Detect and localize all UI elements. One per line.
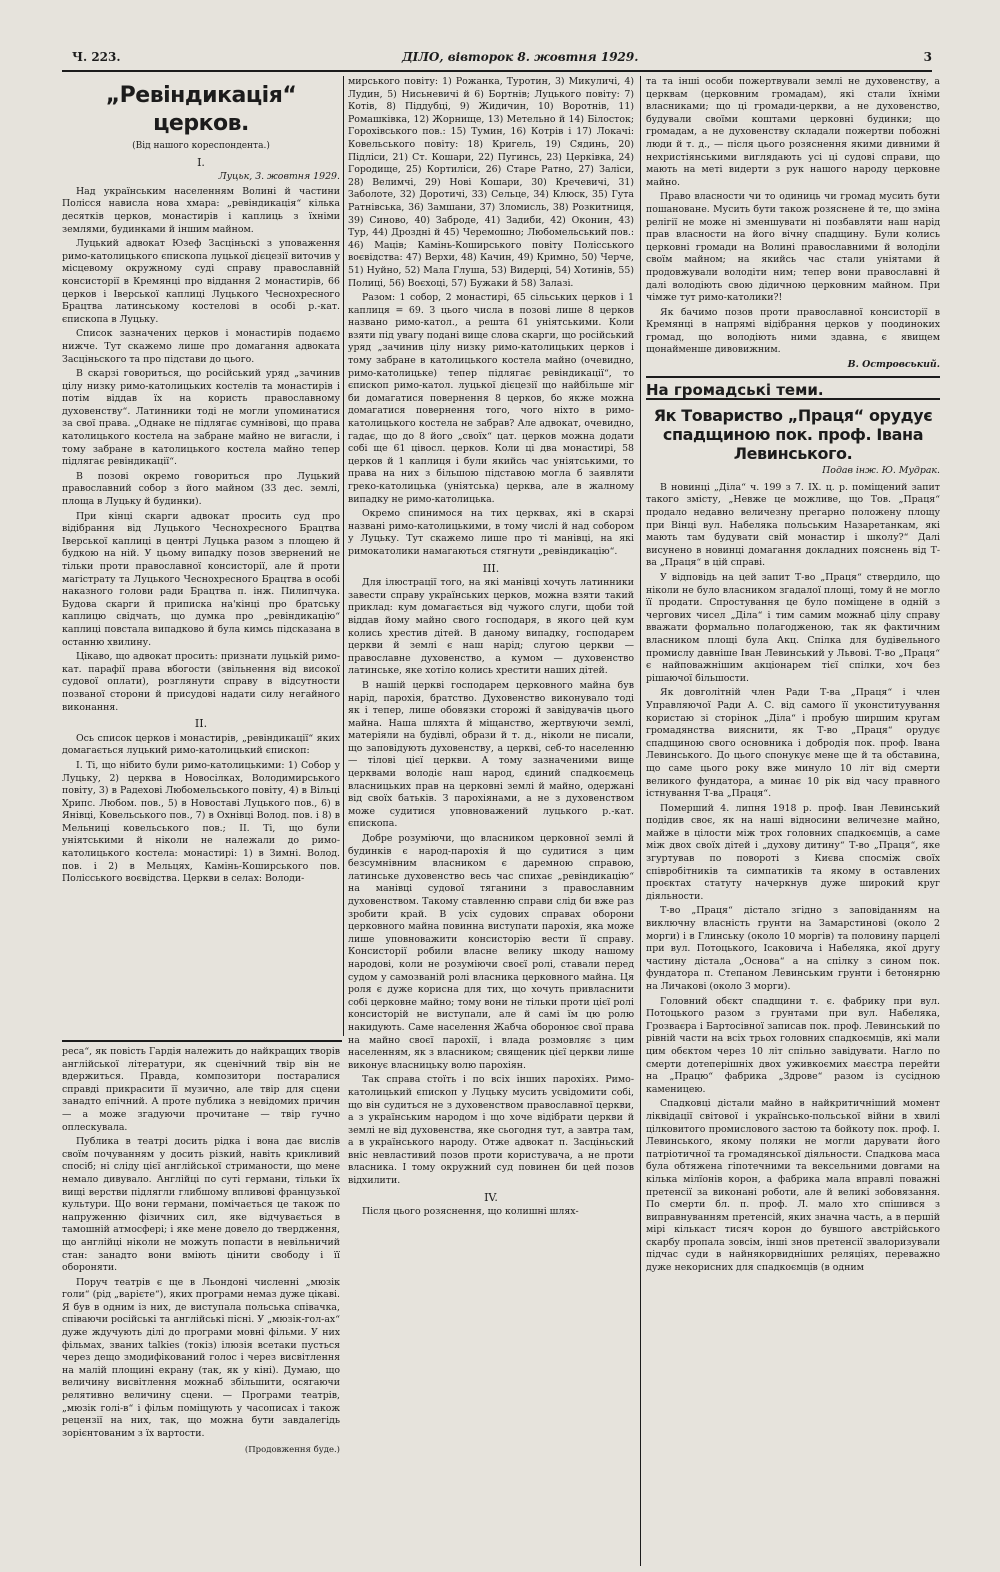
paragraph: Право власности чи то одиниць чи громад мусить бути пошановане. Мусить бути також розяснене й те, що зміна релігії не може ні зменшувати ні позбавляти наш нарід прав власности на його вічну спадщину. Були колись церковні громади на Волині православними й володіли своїм майном; на якийсь час стали уніятами й продовжували володіти ним; тепер вони православні й далі володіють свою дідичною церковним майном. При чімже тут римо-католики?! [646, 191, 940, 304]
paragraph: У відповідь на цей запит Т-во „Праця“ ствердило, що ніколи не було власником згадалої площі, тому й не могло її продати. Спростування це було поміщене в одній з чергових чисел „Діла“ і тим самим можнаб цілу справу вважати формально полагодженою, так як фактичним власником площі була Акц. Спілка для будівельного промислу давніше Іван Левинський у Львові. Т-во „Праця“ є найповажнішим акціонарем тієї спілки, хоч без рішаючої більшости. [646, 572, 940, 684]
paragraph: Луцький адвокат Юзеф Засціньскі з уповаження римо-католицького єпископа луцької дієцезії виточив у місцевому окружному суді справу православній консисторії в Кремянці про віддання 2 монастирів, 66 церков і Іверської каплиці Луцького Чеснохресного Брацтва латинському костелові в особі р.-кат. єпископа в Луцьку. [62, 238, 340, 325]
continued-note: (Продовження буде.) [244, 1445, 340, 1456]
issue-number: Ч. 223. [72, 50, 121, 64]
section-heading: IV. [484, 1190, 498, 1204]
feuilleton-rule [62, 1040, 342, 1042]
masthead: ДІЛО, вівторок 8. жовтня 1929. [402, 50, 639, 64]
section-rule [646, 376, 940, 378]
paragraph: Як бачимо позов проти православної консисторії в Кремянці в напрямі відібрання церков у поодиноких громад, що володіють ними здавна, є явищем щонайменше дивовижним. [646, 306, 940, 356]
paragraph: Публика в театрі досить рідка і вона дає вислів своїм почуванням у досить різкий, навіть крикливий спосіб; ні слідy цієї англійської стриманости, що мене немало дивувало. Англійці по суті германи, тільки їх вищі верстви підлягли глибшому впливові французької культури. Що вони германи, помічається це також по напруженню фізичних сил, яке відчувається в тамошній атмосфері; і яке мене довело до твердження, що англійці ніколи не можуть попасти в невільничий стан: занадто вони вміють цінити свободу і її обороняти. [62, 1136, 340, 1274]
paragraph: Ось список церков і монастирів, „ревіндикації“ яких домагається луцький римо-католицький єпископ: [62, 732, 340, 757]
paragraph: В позові окремо говориться про Луцький православний собор з його майном (33 дес. землі, площа в Луцьку й будинки). [62, 470, 340, 508]
article-title: Як Товариство „Праця“ орудує спадщиною пок. проф. Івана Левинського. [653, 406, 933, 464]
header-rule [62, 70, 932, 72]
paragraph: Т-во „Праця“ дістало згідно з заповіданням на виключну власність грунти на Замарстинові (около 2 морги) і в Глинську (около 10 моргів) та половину парцелі при вул. Потоцького, Ісаковича і Набеляка, якої другу частину дістала „Основа“ а на спілку з сином пок. фундатора п. Степаном Левинським грунти і бетонярню на Личакові (около 3 морги). [646, 905, 940, 992]
page-number: 3 [923, 50, 932, 64]
column-divider [343, 76, 344, 1036]
paragraph: Цікаво, що адвокат просить: признати луцькій римо-кат. парафії права вбогости (звільнення від високої судової оплати), розглянути справу в відсутности позваної сторони й присудові надати силу негайного виконання. [62, 651, 340, 713]
article-title: „Ревіндикація“ церков. [105, 83, 297, 136]
column-2 [348, 76, 634, 1566]
paragraph: Як довголітній член Ради Т-ва „Праця“ і член Управляючої Ради А. С. від самого її уконституування користаю зі сторінок „Діла“ і пробую ширшим кругам громадянства вияснити, як Т-во „Праця“ орудує спадщиною свого основника і добродія пок. проф. Івана Левинського. До цього спонукує мене ще й та обставина, що саме цього року вже минуло 10 літ від смерти великого фундатора, а минає 10 рік від часу правного істнування Т-ва „Праця“. [646, 687, 940, 800]
paragraph: Померший 4. липня 1918 р. проф. Іван Левинський подідив своє, як на наші відносини величезне майно, майже в цілости між трох головних спадкоємців, а саме між двох своїх дітей і „духову дитину“ Т-во „Праця“, яке згуртував по повороті з Києва спосміж своїх співробітників та симпатиків та якому в оставлених проєктах статуту начеркнув дуже широкий круг діяльности. [646, 802, 940, 902]
paragraph: Головний обєкт спадщини т. є. фабрику при вул. Потоцького разом з грунтами при вул. Набеляка, Грозваєра і Бартосівної записав пок. проф. Левинський по рівній части на всіх трьох головних спадкоємців, які мали цим обєктом через 10 літ спільно завідувати. Нагло по смерти дотеперішніх двох уживкоємих маєстра перейти на „Працю“ фабрика „Здрове“ разом із сусідною каменицею. [646, 995, 940, 1095]
column-1 [62, 76, 340, 1026]
paragraph: Так справа стоїть і по всіх інших парохіях. Римо-католицький єпископ у Луцьку мусить усвідомити собі, що він судиться не з духовенством православної церкви, а з українським народом і що хоче відібрати церкви й землі не від духовенства, яке сьогодня тут, а завтра там, а в українського народу. Отже адвокат п. Засціньский вніс невластивий позов проти користувача, а не проти власника. І тому окружний суд повинен би цей позов відхилити. [348, 1074, 634, 1187]
column-1-bottom [62, 1046, 340, 1566]
section-heading: III. [482, 561, 500, 575]
paragraph: Добре розуміючи, що власником церковної землі й будинків є народ-парохія й що судитися з цим безсумнівним власником є даремною справою, латинське духовенство весь час спихає „ревіндикацію“ на манівці судової тяганини з православним духовенством. Такому ставленню справи слід би вже раз зробити край. В усіх судових справах оборони церковного майна повинна виступати парохія, яка може лише уповноважити консисторію вести її справу. Консисторії робили власне велику шкоду нашому народові, коли не розуміючи своєї ролі, ставали перед судом у самозваній ролі власника церковного майна. Ця роля є дуже корисна для тих, що хочуть привласнити собі церковне майно; тому вони не тільки проти цієї ролі консисторій не виступали, але й самі їм цю ролю накидують. Саме населення Жабча оборонює свої права на майно своєї парохії, і влада розмовляє з цим населенням, як з власником; священик цієї церкви лише виконує власницьку волю парохіян. [348, 833, 634, 1071]
paragraph: В скарзі говориться, що російський уряд „зачинив цілу низку римо-католицьких костелів та монастирів і потім віддав їх на користь православному духовенству“. Латинники тоді не могли упоминатися за свої права. „Однаке не підлягає сумнівові, що права католицького костела на забране майно не вигасли, і тому забране в католицького костела майно тепер підлягає ревіндикації“. [62, 368, 340, 468]
paragraph: та та інші особи пожертвували землі не духовенству, а церквам (церковним громадам), які стали їхніми власниками; що ці громади-церкви, а не духовенство, будували своїми коштами церковні будинки; що громадам, а не духовенству складали пожертви побожні люди й т. д., — після цього розяснення якими дивними й нехристіянськими виглядають усі ці судові справи, що мають на меті видерти з рук нашого народу церковне майно. [646, 76, 940, 188]
paragraph: Список зазначених церков і монастирів подаємо нижче. Тут скажемо лише про домагання адвоката Засціньского та про підстави до цього. [62, 328, 340, 365]
column-3 [646, 76, 940, 1566]
paragraph: Окремо спинимося на тих церквах, які в скарзі названі римо-католицькими, в тому числі й над собором у Луцьку. Тут скажемо лише про ті манівці, на які римокатолики намагаються стягнути „ревіндикацію“. [348, 508, 634, 557]
paragraph: Разом: 1 собор, 2 монастирі, 65 сільських церков і 1 каплиця = 69. З цього числа в позові лише 8 церков названо римо-катол., а решта 61 уніятськими. Коли взяти під увагу подані вище слова скарги, що російський уряд „зачинив цілу низку римо-католицьких церков і тому забране в католицького костела майно (очевидно, римо-католицьке) тепер підлягає ревіндикації“, то єпископ римо-катол. луцької дієцезії що найбільше міг би домагатися повернення 8 церков, бо якже можна домагатися повернення того, чого ніхто в римо-католицького костела не забрав? Але адвокат, очевидно, гадає, що до 8 його „своїх“ цат. церков можна додати собі ще 61 цівосл. церков. Коли ці два монастирі, 58 церков й 1 каплиця і були якийсь час уніятськими, то права на них з більшою підставою могла б заявляти греко-католицька (уніятська) церква, але в жалному випадку не римо-католицька. [348, 292, 634, 505]
paragraph: Для ілюстрації того, на які манівці хочуть латинники завести справу українських церков, можна взяти такий приклад: кум домагається від чужого слуги, щоби той віддав йому майно свого господаря, в якого цей кум колись хрестив дітей. В даному випадку, господарем церкви й землі є наш нарід; слугою церкви — православне духовенство, а кумом — духовенство латинське, яке хотіло колись хрестити наших дітей. [348, 577, 634, 677]
paragraph: В нашій церкві господарем церковного майна був нарід, парохія, братство. Духовенство виконувало тоді як і тепер, лише обовязки сторожі й завідувачів цього майна. Наша шляхта й міщанство, жертвуючи землі, матеріяли на будівлі, образи й т. д., ніколи не писали, що заповідують духовенству, а церкві, себ-то населенню — тілові цієї церкви. А тому зазначеними вище церквами володіє наш народ, єдиний спадкоємець власницьких прав на церковні землі й майно, одержані від своїх батьків. З парохіянами, а не з духовенством може судитися уповноважений луцького р.-кат. єпископа. [348, 679, 634, 830]
byline: Подав інж. Ю. Мудрак. [822, 465, 940, 477]
paragraph: I. Ті, що нібито були римо-католицькими: 1) Собор у Луцьку, 2) церква в Новосілках, Володимирського повіту, 3) в Радехові Любомельського повіту, 4) в Вільці Хрипс. Любом. пов., 5) в Новоставі Луцького пов., 6) в Янівці, Ковельського пов., 7) в Охнівці Волод. пов. і 8) в Мельниці ковельського пов.; II. Ті, що були уніятськими й ніколи не належали до римо-католицького костела: монастирі: 1) в Зимні. Волод. пов. і 2) в Мельцях, Камінь-Коширського пов. Полісського воєвідства. Церкви в селах: Володи- [62, 759, 340, 885]
rubric: На громадські теми. [646, 380, 824, 399]
article-source: (Від нашого кореспондента.) [132, 141, 270, 151]
paragraph: Спадковці дістали майно в найкритичніший момент ліквідації світової і українсько-польської війни в хвилі цілковитого промислового застою та бойкоту пок. проф. І. Левинського, якому поляки не могли дарувати його патріотичної та громадянської діяльности. Спадкова маса була обтяжена гіпотечними та вексельними довгами на кілька мілїонів корон, а фабрика мала вправлі поважні претенсії за виконані роботи, але й великі зобовязання. По смерти бл. п. проф. Л. мало хто спішився з виправнуванням претенсій, яких значна часть, а в першій мірі кількаст тисяч корон до бувшого австрійського скарбу пропала зовсім, інші знов претенсії звалоризували підчас суди в найнякорвидніших реляціях, переважно дуже некорисних для спадкоємців (в одним [646, 1098, 940, 1274]
column-divider [640, 76, 641, 1566]
paragraph: Поруч театрів є ще в Льондоні численні „мюзік голи“ (рід „варієте“), яких програми немаз дуже цікаві. Я був в одним із них, де виступала польська співачка, співаючи російські та англійські пісні. У „мюзік-гол-ах“ дуже ждучують ділі до програми мовні фільми. У них фільмах, званих talkies (токіз) ілюзія всетаки пусться через дещо змодифікований голос і через висвітлення на малій площині екрану (так, як у кіні). Думаю, що величину висвітлення можнаб збільшити, осягаючи релятивно величину сцени. — Програми театрів, „мюзік голі-в“ і фільм поміщують у часописах і також рецензії на них, так, що можна бути завдалегідь зорієнтованим з їх вартости. [62, 1276, 340, 1439]
paragraph: Над українським населенням Волині й частини Полісся нависла нова хмара: „ревіндикація“ кілька десятків церков, монастирів і каплиць з їхніми землями, будинками й іншим майном. [62, 185, 340, 235]
paragraph: Після цього розяснення, що колишні шлях- [362, 1206, 579, 1218]
signature: В. Островський. [847, 359, 940, 371]
section-heading: II. [194, 717, 208, 731]
dateline: Луцьк, 3. жовтня 1929. [218, 171, 340, 183]
page-header [72, 50, 932, 68]
paragraph: мирського повіту: 1) Рожанка, Туротин, 3) Микуличі, 4) Лудин, 5) Нисьневичі й 6) Бортнів; Луцького повіту: 7) Котів, 8) Піддубці, 9) Жидичин, 10) Воротнів, 11) Ромашківка, 12) Жорнище, 13) Метельно й 14) Білосток; Горохівського пов.: 15) Тумин, 16) Котрів і 17) Локачі: Ковельського повіту: 18) Кригель, 19) Сядинь, 20) Підліси, 21) Ст. Кошари, 22) Пугинсь, 23) Церківка, 24) Городище, 25) Кортиліси, 26) Старе Ратно, 27) Заліси, 28) Велимчі, 29) Нові Кошари, 30) Кречевичі, 31) Заболоте, 32) Доротичі, 33) Сельце, 34) Клюск, 35) Гута Ратнівська, 36) Замшани, 37) Зломисль, 38) Розкитниця, 39) Синово, 40) Заброде, 41) Задиби, 42) Оконин, 43) Тур, 44) Дроздні й 45) Черемошно; Любомельський пов.: 46) Маців; Камінь-Коширського повіту Полісського воєвідства: 47) Верхи, 48) Качин, 49) Кримно, 50) Черче, 51) Нуйно, 52) Мала Глуша, 53) Видерці, 54) Хотинів, 55) Полиці, 56) Воєхоці, 57) Бужаки й 58) Залазі. [348, 76, 634, 289]
section-heading: I. [197, 155, 205, 169]
paragraph: реса“, як повість Гардія належить до найкращих творів англійської літератури, як сценічний твір він не вдержиться. Правда, композитори постаралися справді прикрасити її музично, але твір для сцени занадто епічний. А проте публика з невідомих причин — а може згадуючи прочитане — твір гучно оплескувала. [62, 1046, 340, 1133]
paragraph: В новинці „Діла“ ч. 199 з 7. IX. ц. р. поміщений запит такого змісту, „Невже це можливе, що Тов. „Праця“ продало недавно величезну прегарно положену площу при Вінці вул. Набеляка польським Назаретанкам, які мають там будувати свій монастир і школу?“ Далі висунено в новинці домагання докладних пояснень від Т-ва „Праця“ в цій справі. [646, 481, 940, 569]
paragraph: При кінці скарги адвокат просить суд про відібрання від Луцького Чеснохресного Брацтва Іверської каплиці в центрі Луцька разом з площею й будкою на ній. У цьому випадку позов звернений не тільки проти православної консисторії, але й проти магістрату та Луцького Чеснохресного Брацтва в особі наказного голови ради Брацтва п. інж. Пилипчука. Будова скарги й приписка на'кінці про братську каплицю свідчать, що думка про „ревіндикацію“ каплиці повстала випадково й була кимсь підсказана в останню хвилину. [62, 510, 340, 648]
